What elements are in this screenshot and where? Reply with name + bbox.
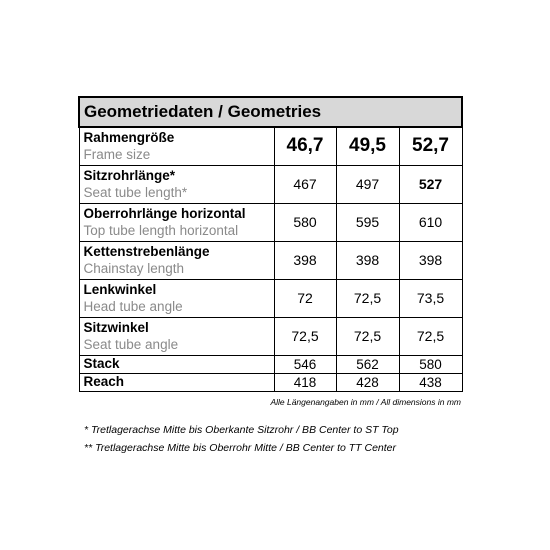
table-row	[79, 279, 462, 317]
table-cell: 580	[274, 203, 336, 241]
table-cell: 610	[399, 203, 462, 241]
table-cell: 398	[336, 241, 399, 279]
row-label-cell	[79, 203, 274, 241]
table-cell: 497	[336, 165, 399, 203]
table-cell: 72,5	[336, 279, 399, 317]
row-label-en: Chainstay length	[83, 261, 185, 276]
row-label-de: Reach	[83, 374, 125, 389]
table-title: Geometriedaten / Geometries	[79, 97, 462, 127]
units-note: Alle Längenangaben in mm / All dimensions in mm	[270, 397, 461, 407]
table-row	[79, 165, 462, 203]
frame-size-value: 46,7	[274, 127, 336, 165]
row-label-de: Sitzwinkel	[83, 320, 149, 335]
table-row	[79, 355, 462, 373]
frame-size-label-cell	[79, 127, 274, 165]
table-cell: 546	[274, 355, 336, 373]
row-label-cell	[79, 241, 274, 279]
row-label-de: Kettenstrebenlänge	[83, 244, 210, 259]
footnote: ** Tretlagerachse Mitte bis Oberrohr Mitte / BB Center to TT Center	[84, 442, 397, 454]
frame-size-row	[79, 127, 462, 165]
row-label-de: Lenkwinkel	[83, 282, 157, 297]
table-cell: 428	[336, 373, 399, 391]
geometry-sheet	[78, 96, 461, 454]
geometry-table	[78, 96, 463, 392]
row-label-cell	[79, 165, 274, 203]
table-header-row	[79, 97, 462, 127]
table-row	[79, 373, 462, 391]
table-cell: 72,5	[336, 317, 399, 355]
table-cell: 73,5	[399, 279, 462, 317]
table-cell: 580	[399, 355, 462, 373]
row-label-de: Rahmengröße	[83, 130, 175, 146]
row-label-cell	[79, 279, 274, 317]
table-cell: 72,5	[399, 317, 462, 355]
table-cell: 398	[274, 241, 336, 279]
footnotes	[84, 421, 399, 457]
table-cell: 467	[274, 165, 336, 203]
row-label-en: Frame size	[83, 147, 151, 163]
table-row	[79, 317, 462, 355]
footnote: * Tretlagerachse Mitte bis Oberkante Sitzrohr / BB Center to ST Top	[84, 424, 399, 436]
frame-size-value: 49,5	[336, 127, 399, 165]
row-label-de: Stack	[83, 356, 120, 371]
table-row	[79, 241, 462, 279]
table-row	[79, 203, 462, 241]
table-cell: 562	[336, 355, 399, 373]
row-label-en: Head tube angle	[83, 299, 183, 314]
table-cell: 438	[399, 373, 462, 391]
frame-size-value: 52,7	[399, 127, 462, 165]
row-label-cell	[79, 355, 274, 373]
table-cell: 527	[399, 165, 462, 203]
table-cell: 595	[336, 203, 399, 241]
row-label-en: Seat tube angle	[83, 337, 179, 352]
row-label-en: Seat tube length*	[83, 185, 188, 200]
row-label-en: Top tube length horizontal	[83, 223, 239, 238]
table-cell: 418	[274, 373, 336, 391]
row-label-de: Sitzrohrlänge*	[83, 168, 176, 183]
row-label-cell	[79, 317, 274, 355]
row-label-de: Oberrohrlänge horizontal	[83, 206, 246, 221]
table-cell: 72	[274, 279, 336, 317]
table-cell: 72,5	[274, 317, 336, 355]
row-label-cell	[79, 373, 274, 391]
table-cell: 398	[399, 241, 462, 279]
